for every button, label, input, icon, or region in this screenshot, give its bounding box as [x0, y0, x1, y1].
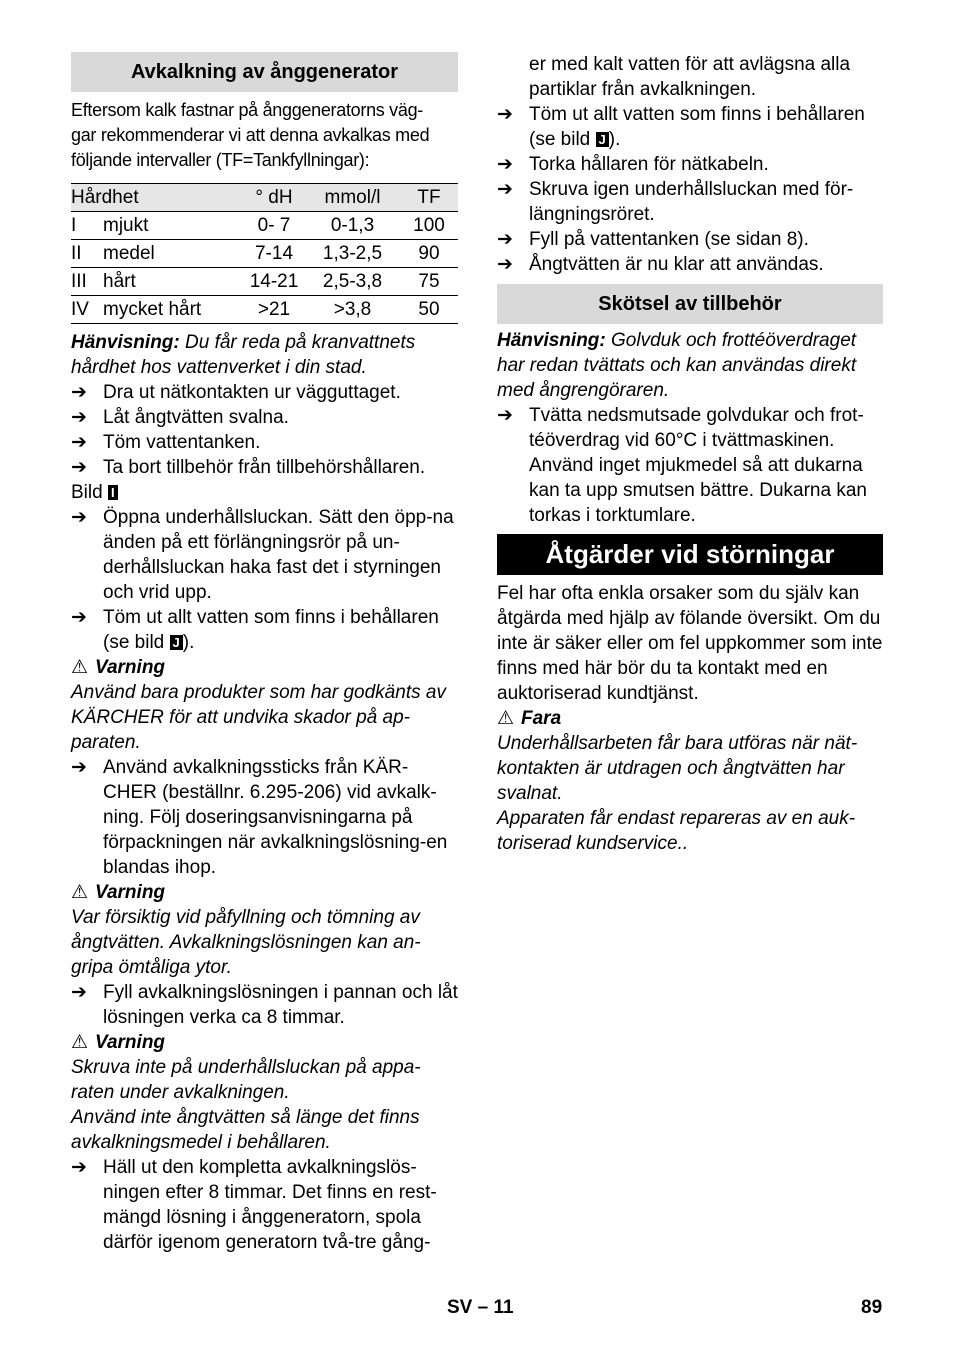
- footer-section-label: SV – 11: [447, 1297, 514, 1318]
- warning-triangle-icon: ⚠: [71, 882, 89, 903]
- danger-text: Apparaten får endast repareras av en auk-toriserad kundservice..: [497, 808, 856, 854]
- list-item: ➔ Dra ut nätkontakten ur vägguttaget.: [71, 382, 401, 403]
- arrow-right-icon: ➔: [497, 405, 513, 426]
- right-column: [497, 52, 883, 856]
- list-item: ➔ Töm ut allt vatten som finns i behållaren (se bild J ).: [497, 104, 865, 150]
- hardness-table: [71, 183, 458, 324]
- arrow-right-icon: ➔: [71, 607, 87, 628]
- list-item: ➔ Fyll på vattentanken (se sidan 8).: [497, 229, 809, 250]
- warning-text: Använd inte ångtvätten så länge det finns avkalkningsmedel i behållaren.: [71, 1107, 420, 1153]
- warning-text: Skruva inte på underhållsluckan på appa-raten under avkalkningen.: [71, 1057, 421, 1103]
- arrow-right-icon: ➔: [497, 229, 513, 250]
- footer-page-number: 89: [861, 1297, 883, 1318]
- list-item: ➔ Låt ångtvätten svalna.: [71, 407, 289, 428]
- arrow-right-icon: ➔: [71, 382, 87, 403]
- arrow-right-icon: ➔: [71, 1157, 87, 1178]
- arrow-right-icon: ➔: [71, 757, 87, 778]
- table-row: III hårt 14-21 2,5-3,8 75: [71, 268, 458, 296]
- warning-text: Var försiktig vid påfyllning och tömning av ångtvätten. Avkalkningslösningen kan an-gripa ömtåliga ytor.: [71, 907, 421, 978]
- warning-heading: ⚠ Varning: [71, 1032, 166, 1053]
- chapter-title-troubleshooting: Åtgärder vid störningar: [497, 534, 883, 575]
- arrow-right-icon: ➔: [497, 104, 513, 125]
- note-hardness: Hänvisning: Du får reda på kranvattnets hårdhet hos vattenverket i din stad.: [71, 332, 416, 378]
- arrow-right-icon: ➔: [71, 507, 87, 528]
- list-item: ➔ Använd avkalkningssticks från KÄR-CHER (beställnr. 6.295-206) vid avkalk-ning. Följ doseringsanvisningarna på förpackningen när avkalkningslösning-en blandas ihop.: [71, 757, 448, 878]
- section-title-descaling: Avkalkning av ånggenerator: [71, 52, 458, 92]
- table-row: IV mycket hårt >21 >3,8 50: [71, 296, 458, 324]
- list-item: ➔ Torka hållaren för nätkabeln.: [497, 154, 769, 175]
- list-item: ➔ Skruva igen underhållsluckan med för-längningsröret.: [497, 179, 854, 225]
- list-item: ➔ Ta bort tillbehör från tillbehörshållaren.: [71, 457, 426, 478]
- warning-heading: ⚠ Varning: [71, 657, 166, 678]
- arrow-right-icon: ➔: [71, 432, 87, 453]
- table-header-row: Hårdhet ° dH mmol/l TF: [71, 184, 458, 212]
- arrow-right-icon: ➔: [71, 982, 87, 1003]
- arrow-right-icon: ➔: [71, 457, 87, 478]
- list-item: ➔ Fyll avkalkningslösningen i pannan och låt lösningen verka ca 8 timmar.: [71, 982, 458, 1028]
- arrow-right-icon: ➔: [497, 154, 513, 175]
- list-item: ➔ Tvätta nedsmutsade golvdukar och frot-téöverdrag vid 60°C i tvättmaskinen. Använd inget mjukmedel så att dukarna kan ta upp smutsen bättre. Dukarna kan torkas i torktumlare.: [497, 405, 867, 526]
- warning-triangle-icon: ⚠: [71, 1032, 89, 1053]
- warning-heading: ⚠ Varning: [71, 882, 166, 903]
- warning-text: Använd bara produkter som har godkänts av KÄRCHER för att undvika skador på ap-paraten.: [71, 682, 446, 753]
- figure-j-badge: J: [596, 132, 609, 147]
- list-item: ➔ Häll ut den kompletta avkalkningslös-ningen efter 8 timmar. Det finns en rest-mängd lösning i ånggeneratorn, spola därför igenom generatorn två-tre gång-: [71, 1157, 437, 1253]
- arrow-right-icon: ➔: [71, 407, 87, 428]
- intro-text: Eftersom kalk fastnar på ånggeneratorns väg- gar rekommenderar vi att denna avkalkas med följande intervaller (TF=Tankfyllningar):: [71, 100, 430, 170]
- note-accessories: Hänvisning: Golvduk och frottéöverdraget har redan tvättats och kan användas direkt med ångrengöraren.: [497, 330, 857, 401]
- figure-i-badge: I: [108, 485, 118, 500]
- list-item: ➔ Ångtvätten är nu klar att användas.: [497, 254, 824, 275]
- list-item: ➔ Öppna underhållsluckan. Sätt den öpp-na änden på ett förlängningsrör på un-derhållsluckan haka fast det i styrningen och vrid upp.: [71, 507, 454, 603]
- left-column: [71, 52, 458, 1255]
- figure-reference: Bild I: [71, 480, 458, 505]
- list-item: ➔ Töm ut allt vatten som finns i behållaren (se bild J ).: [71, 607, 439, 653]
- continued-text: er med kalt vatten för att avlägsna alla partiklar från avkalkningen.: [529, 54, 851, 100]
- danger-text: Underhållsarbeten får bara utföras när nät-kontakten är utdragen och ångtvätten har svalnat.: [497, 733, 858, 804]
- arrow-right-icon: ➔: [497, 179, 513, 200]
- warning-triangle-icon: ⚠: [497, 708, 515, 729]
- table-row: II medel 7-14 1,3-2,5 90: [71, 240, 458, 268]
- list-item: ➔ Töm vattentanken.: [71, 432, 261, 453]
- figure-j-badge: J: [170, 635, 183, 650]
- warning-triangle-icon: ⚠: [71, 657, 89, 678]
- table-row: I mjukt 0- 7 0-1,3 100: [71, 212, 458, 240]
- danger-heading: ⚠ Fara: [497, 708, 562, 729]
- section-title-accessories: Skötsel av tillbehör: [497, 284, 883, 324]
- arrow-right-icon: ➔: [497, 254, 513, 275]
- troubleshooting-intro: Fel har ofta enkla orsaker som du själv kan åtgärda med hjälp av fölande översikt. Om du inte är säker eller om fel uppkommer som inte finns med här bör du ta kontakt med en auktoriserad kundtjänst.: [497, 583, 883, 704]
